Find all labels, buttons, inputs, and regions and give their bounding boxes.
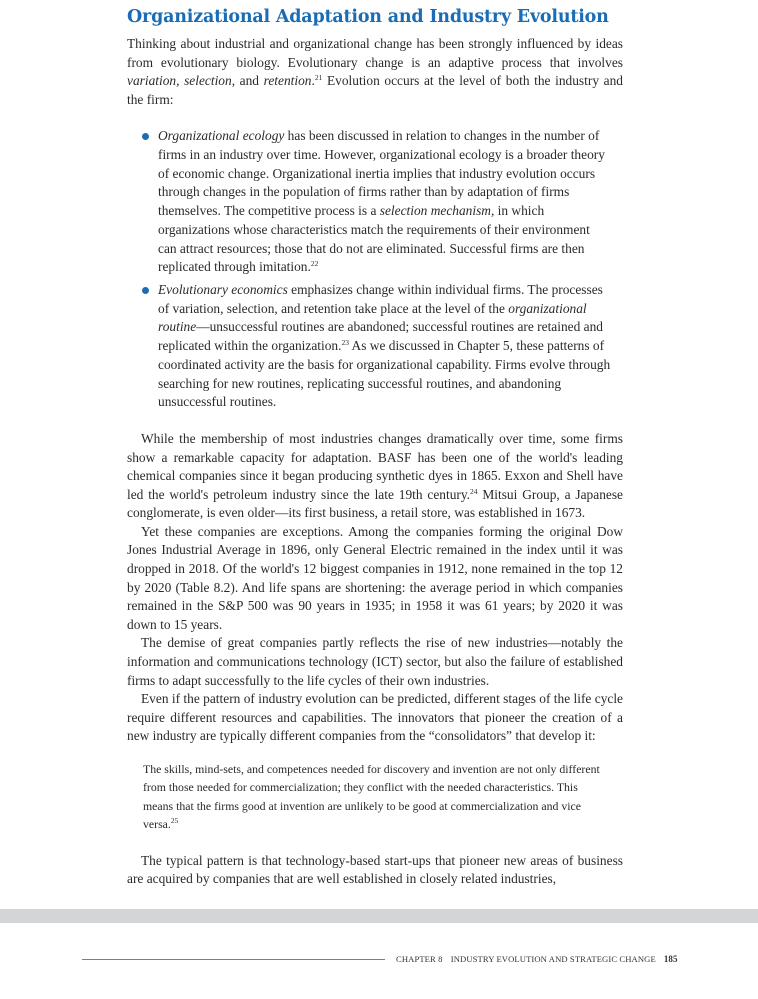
paragraph: The typical pattern is that technology-based start-ups that pioneer new areas of business are acquired by companies that are well established in closely related industries, — [127, 852, 623, 887]
text: —unsuccessful routines are abandoned; successful routines are retained and replicated within the organization. — [158, 319, 603, 354]
text: , in which organizations whose characteristics match the requirements of their environment can attract resources; those that do not are eliminated. Successful firms are then replicated through imitation. — [158, 203, 590, 275]
text: Evolution occurs at the level of both the industry and the firm: — [127, 73, 623, 107]
chapter-label: CHAPTER 8 — [396, 953, 443, 964]
paragraph — [127, 430, 623, 523]
emphasis: selection — [184, 73, 232, 89]
footer-area — [0, 923, 758, 999]
chapter-title: INDUSTRY EVOLUTION AND STRATEGIC CHANGE — [450, 953, 656, 964]
text: , and — [231, 73, 264, 89]
emphasis: selection mechanism — [379, 203, 491, 219]
paragraph: Yet these companies are exceptions. Among the companies forming the original Dow Jones Industrial Average in 1896, only General Electric remained in the index until it was dropped in 2018. Of the world's 12 biggest companies in 1912, none remained in the top 12 by 2020 (Table 8.2). And life spans are shortening: the average period in which companies remained in the S&P 500 was 90 years in 1935; in 1958 it was 61 years; by 2020 it was down to 15 years. — [127, 523, 623, 632]
list-item — [127, 281, 611, 412]
text: . — [311, 73, 315, 89]
emphasis: variation — [127, 73, 177, 89]
text: As we discussed in Chapter 5, these patterns of coordinated activity are the basis for organizational capability. Firms evolve through searching for new routines, replicating successful routines, and abandoning unsuccessful routines. — [158, 338, 611, 410]
text: The skills, mind-sets, and competences needed for discovery and invention are not only different from those needed for commercialization; they conflict with the needed characteristics. This means that the firms good at invention are unlikely to be good at commercialization and vice versa. — [143, 762, 600, 832]
bullet-icon — [142, 133, 149, 140]
section-heading: Organizational Adaptation and Industry Evolution — [127, 7, 609, 27]
emphasis: Evolutionary economics — [158, 282, 288, 297]
emphasis: organizational routine — [158, 300, 587, 335]
page-separator — [0, 909, 758, 923]
footnote-ref[interactable]: 25 — [170, 816, 179, 826]
text: emphasizes change within individual firms. The processes of variation, selection, and retention take place at the level of the — [158, 282, 603, 316]
text: , — [176, 73, 185, 89]
running-footer — [396, 953, 678, 965]
text: has been discussed in relation to changes in the number of firms in an industry over time. However, organizational ecology is a broader theory of economic change. Organizational inertia implies that industry evolution occurs through changes in the population of firms rather than by adaptation of firms themselves. The competitive process is a — [158, 128, 605, 219]
paragraph: The demise of great companies partly reflects the rise of new industries—notably the information and communications technology (ICT) sector, but also the failure of established firms to adapt successfully to the life cycles of their own industries. — [127, 635, 623, 688]
footnote-ref[interactable]: 23 — [341, 338, 349, 348]
footnote-ref[interactable]: 21 — [314, 73, 323, 83]
emphasis: retention — [263, 73, 312, 89]
text: While the membership of most industries changes dramatically over time, some firms show a remarkable capacity for adaptation. BASF has been one of the world's leading chemical companies since it began producing synthetic dyes in 1865. Exxon and Shell have led the world's petroleum industry since the late 19th century. — [127, 430, 623, 502]
footnote-ref[interactable]: 24 — [470, 486, 478, 496]
bullet-list — [127, 127, 611, 412]
text: Thinking about industrial and organizational change has been strongly influenced by ideas from evolutionary biology. Evolutionary change is an adaptive process that involves — [127, 36, 623, 70]
bullet-icon — [142, 287, 149, 294]
text: Mitsui Group, a Japanese conglomerate, is even older—its first business, a retail store, was established in 1673. — [127, 486, 623, 521]
block-quote — [143, 760, 607, 834]
footnote-ref[interactable]: 22 — [310, 259, 319, 269]
intro-paragraph — [127, 35, 623, 109]
emphasis: Organizational ecology — [158, 128, 285, 144]
page-number: 185 — [663, 953, 678, 964]
footer-rule — [82, 959, 385, 960]
list-item — [127, 127, 611, 277]
paragraph: Even if the pattern of industry evolution can be predicted, different stages of the life cycle require different resources and capabilities. The innovators that pioneer the creation of a new industry are typically different companies from the “consolidators” that develop it: — [127, 691, 623, 744]
